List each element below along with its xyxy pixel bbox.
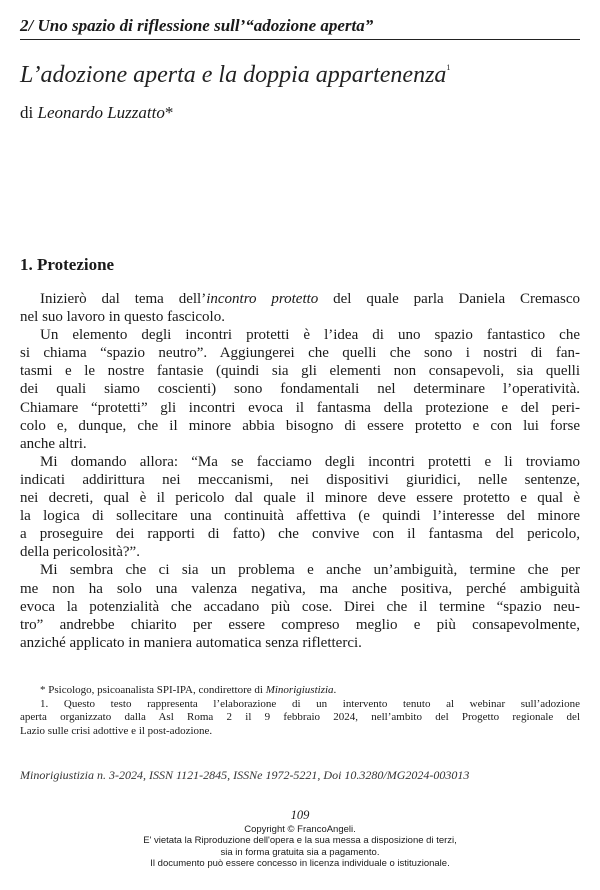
paragraph-2-line-2: si chiama “spazio neutro”. Aggiungerei che quelli che sono i nostri di fan- xyxy=(20,345,580,362)
author-name: Leonardo Luzzatto xyxy=(37,103,165,122)
paragraph-2-line-6: colo e, dunque, che il minore abbia bisogno di essere protetto e con lui forse xyxy=(20,417,580,434)
paragraph-3-line-2: indicati addirittura nei meccanismi, nei dispositivi giuridici, nelle sentenze, xyxy=(20,471,580,488)
paragraph-3-line-6: della pericolosità?”. xyxy=(20,544,140,561)
copyright-line-3: sia in forma gratuita sia a pagamento. xyxy=(220,846,380,858)
author-footnote-mark: * xyxy=(164,103,174,122)
p1-text-b: del quale parla Daniela Cremasco xyxy=(318,291,581,307)
author-line xyxy=(20,103,173,123)
paragraph-4-line-5: anziché applicato in maniera automatica senza rifletterci. xyxy=(20,634,362,651)
paragraph-2-line-4: dei quali siamo coscienti) sono fondamentali nel determinare l’operatività. xyxy=(20,381,580,398)
paragraph-1-line-2: nel suo lavoro in questo fascicolo. xyxy=(20,309,225,326)
journal-citation: Minorigiustizia n. 3-2024, ISSN 1121-2845, ISSNe 1972-5221, Doi 10.3280/MG2024-003013 xyxy=(20,768,470,782)
fn1-text-a: * Psicologo, psicoanalista SPI-IPA, condirettore di xyxy=(40,684,266,696)
page-number: 109 xyxy=(290,808,310,822)
author-prefix: di xyxy=(20,103,34,122)
footnote-1-line-3: Lazio sulle crisi adottive e il post-adozione. xyxy=(20,724,213,737)
paragraph-1-line-1 xyxy=(20,290,580,308)
fn1-emphasis: Minorigiustizia xyxy=(265,684,334,696)
copyright-line-1: Copyright © FrancoAngeli. xyxy=(244,824,356,835)
body-text xyxy=(20,290,580,652)
p1-text-a: Inizierò dal tema dell’ xyxy=(40,291,207,307)
paragraph-2-line-3: tasmi e le nostre fantasie (quindi sia gli elementi non consapevoli, sia quelli xyxy=(20,363,580,380)
footnote-author xyxy=(20,684,580,698)
footnotes xyxy=(20,684,580,738)
paragraph-2-line-5: Chiamare “protetti” gli incontri evoca il fantasma della protezione e del peri- xyxy=(20,399,580,416)
paragraph-2-line-7: anche altri. xyxy=(20,435,87,452)
footnote-1-line-1: 1. Questo testo rappresenta l’elaborazione di un intervento tenuto al webinar sull’adozione xyxy=(40,697,580,710)
paragraph-4-line-4: tro” andrebbe chiarito per essere compreso meglio e più consapevolmente, xyxy=(20,616,580,633)
article-title-text: L’adozione aperta e la doppia appartenenza xyxy=(20,62,447,88)
p1-emphasis: incontro protetto xyxy=(206,291,319,307)
fn1-text-b: . xyxy=(333,684,337,696)
copyright-notice xyxy=(0,824,600,870)
paragraph-3-line-1: Mi domando allora: “Ma se facciamo degli incontri protetti e li troviamo xyxy=(40,453,580,470)
copyright-line-2: E' vietata la Riproduzione dell'opera e la sua messa a disposizione di terzi, xyxy=(143,835,457,847)
paragraph-2-line-1: Un elemento degli incontri protetti è l’idea di uno spazio fantastico che xyxy=(40,327,580,344)
paragraph-3-line-3: nei decreti, qual è il pericolo dal quale il minore deve essere protetto e qual è xyxy=(20,490,580,507)
article-title xyxy=(20,62,450,89)
copyright-line-4: Il documento può essere concesso in licenza individuale o istituzionale. xyxy=(150,858,450,870)
paragraph-4-line-3: evoca la potenzialità che accadano più cose. Direi che il termine “spazio neu- xyxy=(20,598,580,615)
paragraph-3-line-5: a proseguire dei rapporti di fatto) che convive con il fantasma del pericolo, xyxy=(20,526,580,543)
header-rule xyxy=(20,39,580,40)
paragraph-3-line-4: la logica di sollecitare una continuità affettiva (e quindi l’interesse del minore xyxy=(20,508,580,525)
paragraph-4-line-1: Mi sembra che ci sia un problema e anche un’ambiguità, termine che per xyxy=(40,562,580,579)
section-header: 2/ Uno spazio di riflessione sull’“adozione aperta” xyxy=(20,16,374,35)
footnote-1-line-2: aperta organizzato dalla Asl Roma 2 il 9 febbraio 2024, nell’ambito del Progetto regionale del xyxy=(20,711,580,724)
section-heading: 1. Protezione xyxy=(20,255,115,274)
title-footnote-mark: 1 xyxy=(446,63,451,72)
paragraph-4-line-2: me non ha solo una valenza negativa, ma anche positiva, perché ambiguità xyxy=(20,580,580,597)
